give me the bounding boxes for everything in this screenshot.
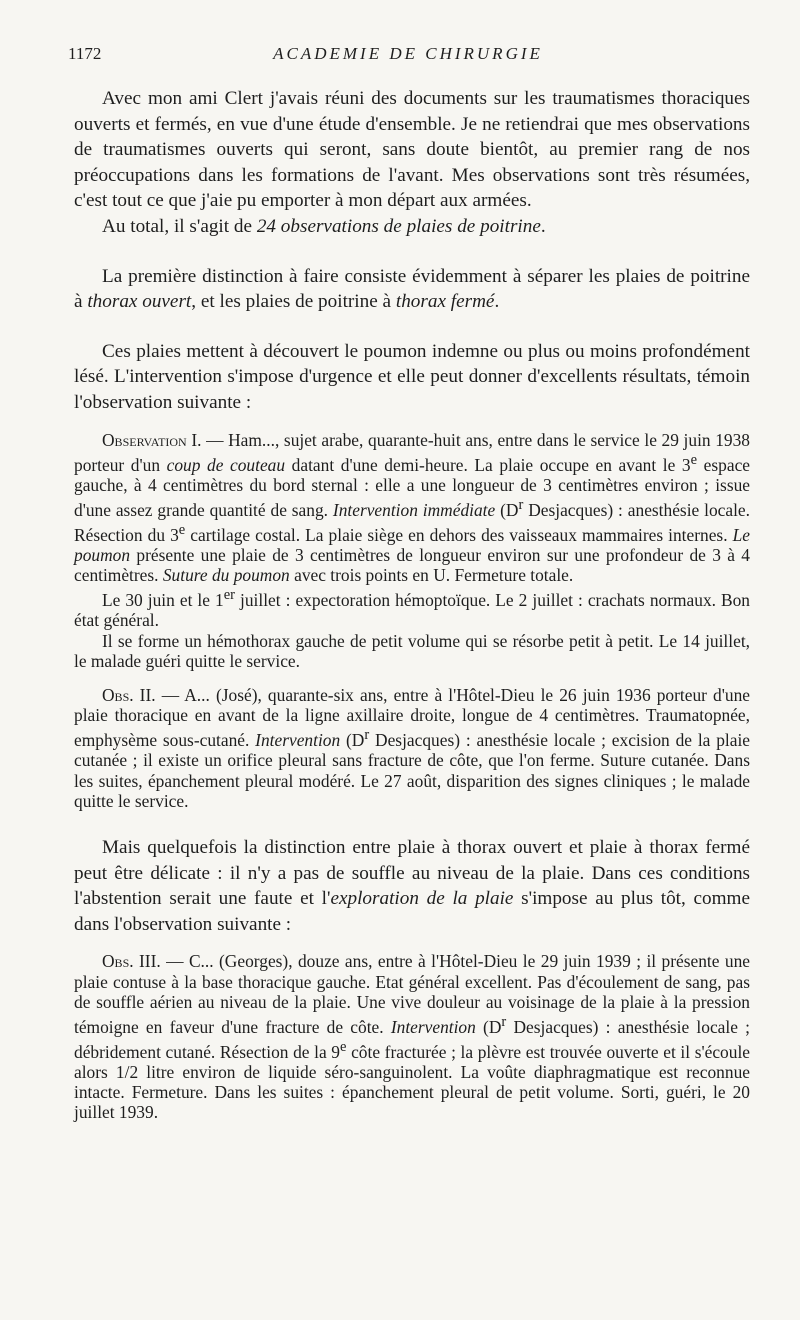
obs1-paragraph — [74, 430, 750, 586]
mais-paragraph — [74, 835, 750, 937]
obs3-superscript: e — [340, 1038, 347, 1055]
obs1-text: avec trois points en U. Fermeture totale. — [289, 565, 574, 586]
obs2-text: (D — [340, 730, 365, 751]
obs2-italic: Intervention — [255, 730, 341, 751]
obs2-superscript: r — [364, 727, 370, 744]
obs1-outcome: Il se forme un hémothorax gauche de petit volume qui se résorbe petit à petit. Le 14 juillet, le malade guéri quitte le service. — [74, 630, 750, 671]
obs1-text: cartilage costal. La plaie siège en dehors des vaisseaux mammaires internes. — [185, 524, 733, 545]
distinction-text-a: La première distinction à faire consiste évidemment à séparer les plaies de poitrine à — [74, 265, 750, 313]
obs1-label: Observation I. — [102, 429, 202, 450]
obs1-italic: Le poumon — [74, 524, 751, 565]
distinction-paragraph — [74, 264, 750, 315]
obs2-label: Obs. II. — [102, 684, 156, 705]
obs1-italic: coup de couteau — [166, 454, 286, 475]
page-number: 1172 — [68, 44, 102, 63]
obs1-text: — Ham..., sujet arabe, quarante-huit ans, entre dans le service le 29 juin 1938 porteur d'un — [74, 429, 750, 475]
page-header — [68, 44, 748, 68]
intro-paragraph: Avec mon ami Clert j'avais réuni des documents sur les traumatismes thoraciques ouverts et fermés, en vue d'une étude d'ensemble. Je ne retiendrai que mes observations de traumatismes ouverts qui seront, sans doute bientôt, au premier rang de nos préoccupations dans les formations de l'avant. Mes observations sont très résumées, c'est tout ce que j'aie pu emporter à mon départ aux armées. — [74, 88, 750, 212]
distinction-emphasis-b: thorax ouvert — [87, 291, 192, 313]
obs3-paragraph — [74, 951, 750, 1122]
obs2-paragraph — [74, 685, 750, 811]
article-body — [74, 86, 750, 1123]
distinction-emphasis-d: thorax fermé — [395, 291, 495, 313]
obs1-italic: Suture du poumon — [162, 565, 290, 586]
total-text: Au total, il s'agit de — [102, 215, 257, 237]
total-end: . — [540, 215, 546, 237]
observation-1 — [74, 430, 750, 671]
distinction-text-e: . — [494, 291, 500, 313]
obs1-superscript: e — [690, 451, 698, 468]
running-title: ACADEMIE DE CHIRURGIE — [273, 44, 543, 63]
mais-text: Mais quelquefois la distinction entre plaie à thorax ouvert et plaie à thorax fermé peut être délicate : il n'y a pas de souffle au niveau de la plaie. Dans ces conditions l'abstention serait une faute et l' — [74, 836, 750, 910]
plaies-paragraph: Ces plaies mettent à découvert le poumon indemne ou plus ou moins profondément lésé. L'intervention s'impose d'urgence et elle peut donner d'excellents résultats, témoin l'observation suivante : — [74, 340, 750, 413]
distinction-text-c: , et les plaies de poitrine à — [191, 291, 396, 313]
obs1-superscript: r — [518, 496, 524, 513]
obs1-followup-text: juillet : expectoration hémoptoïque. Le 2 juillet : crachats normaux. Bon état général. — [74, 590, 751, 631]
obs3-label: Obs. III. — [102, 951, 161, 972]
obs3-text: Desjacques) : anesthésie locale ; débridement cutané. Résection de la 9 — [74, 1016, 750, 1062]
obs1-text: espace gauche, à 4 centimètres du bord sternal : elle a une longueur de 3 centimètres environ ; issue d'une assez grande quantité de sang. — [74, 454, 751, 520]
obs1-superscript: er — [223, 587, 235, 604]
obs3-text: — C... (Georges), douze ans, entre à l'Hôtel-Dieu le 29 juin 1939 ; il présente une plaie contuse à la base thoracique gauche. Etat général excellent. Pas d'écoulement de sang, pas de souffle aérien au niveau de la plaie. Une vive douleur au voisinage de la plaie à la pression témoigne en faveur d'une fracture de côte. — [74, 951, 751, 1037]
obs1-text: datant d'une demi-heure. La plaie occupe en avant le 3 — [285, 454, 691, 475]
mais-italic: exploration de la plaie — [330, 888, 514, 910]
obs3-text: côte fracturée ; la plèvre est trouvée ouverte et il s'écoule alors 1/2 litre environ de liquide séro-sanguinolent. La voûte diaphragmatique est reconnue intacte. Fermeture. Dans les suites : épanchement pleural de petit volume. Sorti, guéri, le 20 juillet 1939. — [74, 1041, 750, 1123]
obs1-text: Desjacques) : anesthésie locale. Résection du 3 — [74, 499, 750, 545]
obs1-text: (D — [495, 499, 519, 520]
observation-2 — [74, 685, 750, 811]
obs1-superscript: e — [178, 521, 186, 538]
obs1-text: présente une plaie de 3 centimètres de longueur environ sur une profondeur de 3 à 4 centimètres. — [74, 544, 750, 586]
obs1-followup — [74, 585, 750, 630]
obs1-followup-text: Le 30 juin et le 1 — [102, 590, 224, 611]
obs2-text: Desjacques) : anesthésie locale ; excision de la plaie cutanée ; il existe un orifice pleural sans fracture de côte, que l'on ferme. Suture cutanée. Dans les suites, épanchement pleural modéré. Le 27 août, disparition des signes cliniques ; le malade quitte le service. — [74, 730, 750, 811]
obs2-text: — A... (José), quarante-six ans, entre à l'Hôtel-Dieu le 26 juin 1936 porteur d'une plaie thoracique en avant de la ligne axillaire droite, longue de 4 centimètres. Traumatopnée, emphysème sous-cutané. — [74, 684, 750, 751]
obs1-italic: Intervention immédiate — [332, 499, 496, 520]
obs3-text: (D — [475, 1016, 502, 1037]
obs3-superscript: r — [501, 1013, 507, 1030]
mais-text: s'impose au plus tôt, comme dans l'observation suivante : — [74, 888, 750, 935]
obs3-italic: Intervention — [390, 1016, 476, 1037]
total-emphasis: 24 observations de plaies de poitrine — [256, 215, 541, 237]
observation-3 — [74, 951, 750, 1122]
total-paragraph — [74, 214, 750, 240]
